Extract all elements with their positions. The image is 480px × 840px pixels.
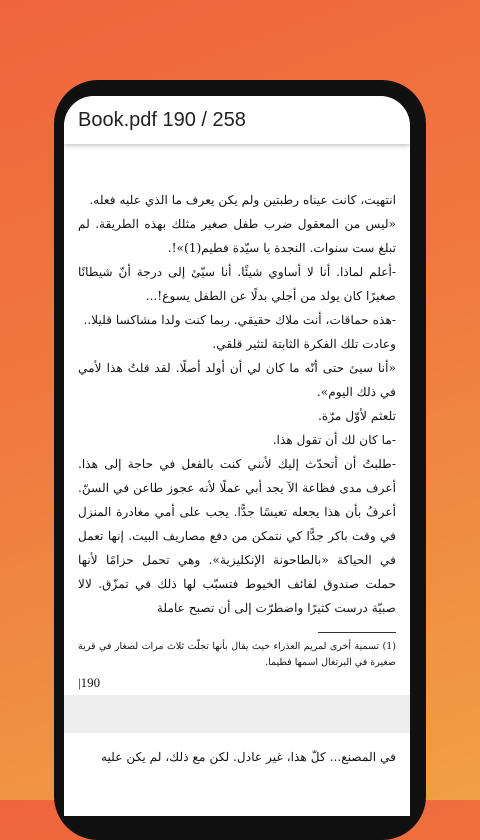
next-page-text: في المصنع... كلّ هذا، غير عادل. لكن مع ذلك، لم يكن عليه xyxy=(100,750,396,764)
text-line: وعادت تلك الفكرة الثابتة لتثير قلقي. xyxy=(212,337,396,351)
footnote-divider xyxy=(318,632,396,633)
document-title: Book.pdf 190 / 258 xyxy=(78,108,246,131)
text-line: انتهيت، كانت عيناه رطبتين ولم يكن يعرف ما الذي عليه فعله. xyxy=(89,193,396,207)
text-line: «أنا سيئ حتى أنّه ما كان لي أن أولد أصلًا. لقد قلتُ هذا لأمي في ذلك اليوم». xyxy=(78,361,396,399)
page-number: |190 xyxy=(78,675,101,690)
footnote: (1) تسمية أخرى لمريم العذراء حيث يقال بأنها تجلّت ثلاث مرات لصغار في قرية صغيرة في البرتغال اسمها فطيما. xyxy=(78,641,396,668)
text-line: -ما كان لك أن تقول هذا. xyxy=(272,433,396,447)
text-line: -هذه حماقات، أنت ملاك حقيقي. ربما كنت ولدا مشاكسا قليلا.. xyxy=(83,313,396,327)
app-bar xyxy=(64,96,410,144)
pdf-page[interactable] xyxy=(64,144,410,769)
text-line: تلعثم لأوّل مرّة. xyxy=(317,409,396,423)
pdf-viewer-screen xyxy=(64,96,410,816)
text-line: -طلبتُ أن أتحدّث إليك لأنني كنت بالفعل في حاجة إلى هذا. أعرف مدى فظاعة الآ يجد أبي عملًا لأنه عجوز طاعن في السنّ. أعرفُ بأن هذا يجعله تعيسًا جدًّا. يجب على أمي مغادرة المنزل في وقت باكر جدًّا كي نتمكن من دفع مصاريف البيت. إنها تعمل في الحياكة «بالطاحونة الإنكليزية». وهي تحمل حزامًا لأنها حملت صندوق لفائف الخيوط فتسبّب لها ذلك في تمزّق. لالا صبيّة درست كثيرًا واضطرّت إلى أن تصبح عاملة xyxy=(78,457,396,615)
page-gap xyxy=(64,695,410,733)
text-line: -أعلم لماذا. أنا لا أساوي شيئًا. أنا سيّئ إلى درجة أنّ شيطانًا صغيرًا كان يولد من أجلي بدلًا عن الطفل يسوع!... xyxy=(78,265,396,303)
text-line: «ليس من المعقول ضرب طفل صغير مثلك بهذه الطريقة. لم تبلغ ست سنوات. النجدة يا سيّدة فطيم(1)»!. xyxy=(78,217,396,255)
